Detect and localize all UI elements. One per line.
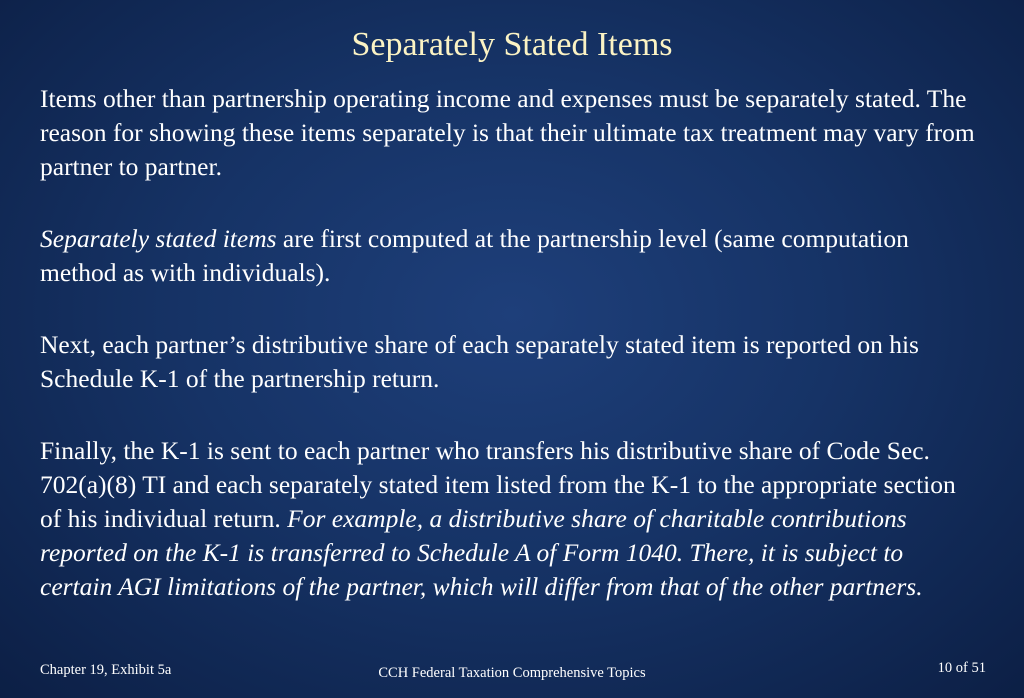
slide-body — [40, 82, 980, 604]
paragraph-transfer-example: For example, a distributive share of charitable contributions reported on the K-1 is transferred to Schedule A of Form 1040. There, it is subject to certain AGI limitations of the partner, which will differ from that of the other partners. — [40, 504, 923, 601]
footer-chapter: Chapter 19, Exhibit 5a — [40, 662, 172, 678]
paragraph-transfer-text: Finally, the K-1 is sent to each partner who transfers his distributive share of Code Sec. 702(a)(8) TI and each separately stated item listed from the K-1 to the appropriate section of his individual return. — [40, 436, 956, 533]
paragraph-schedule-k1: Next, each partner’s distributive share of each separately stated item is reported on his Schedule K-1 of the partnership return. — [40, 330, 919, 393]
footer-course: CCH Federal Taxation Comprehensive Topics — [378, 665, 646, 681]
paragraph-separately-stated: Items other than partnership operating income and expenses must be separately stated. The reason for showing these items separately is that their ultimate tax treatment may vary from partner to partner. — [40, 84, 975, 181]
footer-page-number: 10 of 51 — [937, 660, 986, 676]
slide-title: Separately Stated Items — [351, 26, 673, 63]
paragraph-transfer — [40, 434, 980, 604]
term-separately-stated-items: Separately stated items — [40, 224, 277, 253]
paragraph-computation — [40, 222, 980, 290]
paragraph-computation-text: are first computed at the partnership level (same computation method as with individuals). — [40, 224, 909, 287]
